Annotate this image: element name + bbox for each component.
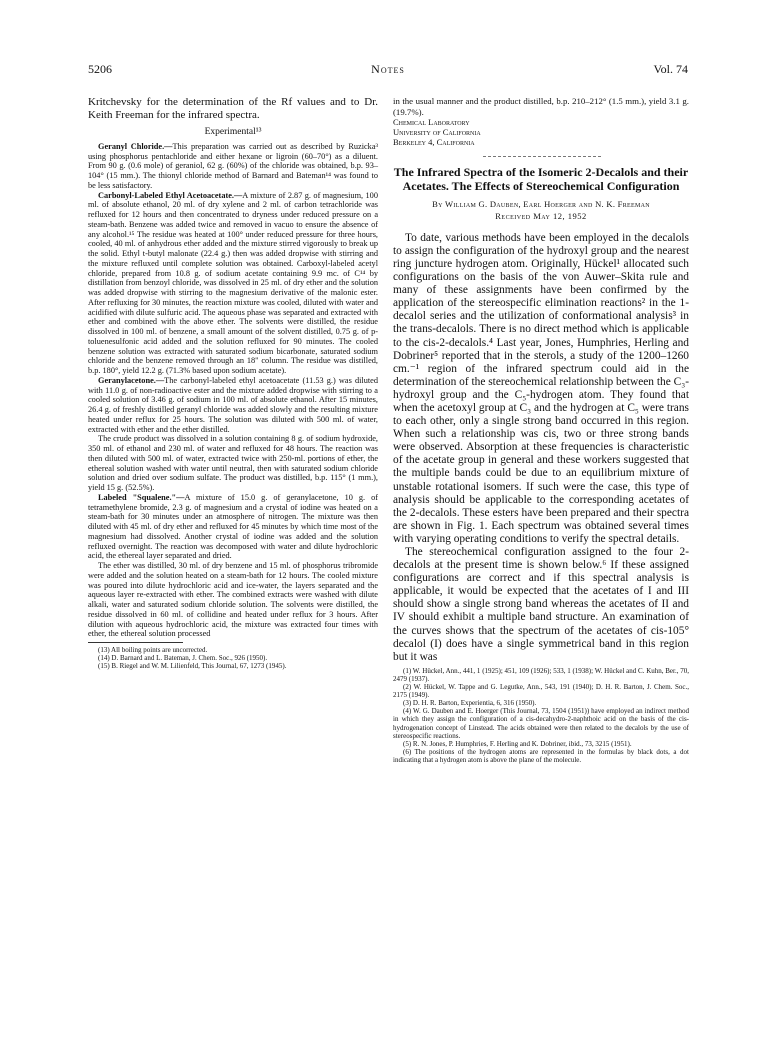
article-title: The Infrared Spectra of the Isomeric 2-Decalols and their Acetates. The Effects of Stereochemical Configuration: [393, 165, 689, 193]
page-number: 5206: [88, 62, 112, 76]
paragraph: [88, 191, 378, 376]
continuation-text: in the usual manner and the product distilled, b.p. 210–212° (1.5 mm.), yield 3.1 g. (19.7%).: [393, 96, 689, 117]
intro-text: Kritchevsky for the determination of the Rf values and to Dr. Keith Freeman for the infrared spectra.: [88, 96, 378, 121]
run-in-title: Labeled "Squalene."—: [98, 492, 185, 502]
paragraph: [88, 434, 378, 493]
paragraph-text: A mixture of 2.87 g. of magnesium, 100 ml. of absolute ethanol, 20 ml. of dry xylene and 2 ml. of carbon tetrachloride was refluxed for 12 hours and then concentrated to dryness under reduced pressure on a steam-bath. Benzene was added twice and removed in vacuo to ensure the absence of any alcohol.¹⁵ The residue was heated at 100° under reduced pressure for three hours, cooled, 40 ml. of anhydrous ether added and the mixture stirred vigorously to break up the solid. Ethyl t-butyl malonate (22.4 g.) then was added dropwise with stirring and the mixture refluxed until complete solution was obtained. Carboxyl-labeled acetyl chloride, prepared from 10.8 g. of sodium acetate containing 9.9 mc. of C¹⁴ by distillation from benzoyl chloride, was dissolved in 25 ml. of dry ether and the solution was added dropwise with stirring to the magnesium derivative of the malonic ester. After refluxing for 30 minutes, the reaction mixture was cooled, diluted with water and acidified with dilute sulfuric acid. The aqueous phase was separated and extracted with ether and combined with the above ether. The solvents were distilled, the residue dissolved in 100 ml. of benzene, a small amount of the solvent distilled, 0.75 g. of p-toluenesulfonic acid added and the solution refluxed for 90 minutes. The cooled benzene solution was extracted with saturated sodium bicarbonate, saturated sodium chloride and the benzene removed through an 18" column. The residue was distilled, b.p. 180°, yield 12.2 g. (71.3% based upon sodium acetate).: [88, 190, 378, 375]
article-authors: By William G. Dauben, Earl Hoerger and N. K. Freeman: [432, 199, 650, 209]
lab-line: Chemical Laboratory: [393, 117, 470, 127]
paragraph-text: This preparation was carried out as described by Ruzicka³ using phosphorus pentachloride and either hexane or ligroin (60–70°) as a diluent. From 90 g. (0.6 mole) of geraniol, 62 g. (60%) of the chloride was obtained, b.p. 93–104° (15 mm.). The thionyl chloride method of Barnard and Bateman¹⁴ was found to be less satisfactory.: [88, 141, 379, 190]
footnote-divider: [88, 642, 183, 643]
footnote: (4) W. G. Dauben and E. Hoerger (This Journal, 73, 1504 (1951)) have employed an indirect method in which they assign the configuration of a cis-decahydro-2-naphthoic acid on the basis of the cis-hydrogenation concept of Linstead. The acids obtained were then related to the decalols by the use of stereospecific reactions.: [393, 707, 689, 740]
footnote: (13) All boiling points are uncorrected.: [98, 646, 208, 654]
paragraph-text: The ether was distilled, 30 ml. of dry benzene and 15 ml. of phosphorus tribromide were added and the solution heated on a steam-bath for 12 hours. The cooled mixture was poured into dilute hydrochloric acid and ice-water, the layers separated and the aqueous layer re-extracted with ether. The combined extracts were washed with dilute alkali, water and saturated sodium chloride solution. The solvents were distilled, the residue dissolved in 60 ml. of collidine and heated under reflux for 3 hours. After dilution with aqueous hydrochloric acid, the mixture was extracted four times with ether, the ethereal solution processed: [88, 561, 378, 639]
paragraph: [88, 376, 378, 435]
footnotes: [393, 667, 689, 764]
paragraph-text: The carbonyl-labeled ethyl acetoacetate (11.53 g.) was diluted with 11.0 g. of non-radioactive ester and the mixture added dropwise with stirring to a cooled solution of 3.46 g. of sodium in 100 ml. of absolute ethanol. After 15 minutes, 26.4 g. of freshly distilled geranyl chloride was added slowly and the resulting mixture heated under reflux for 25 hours. The solution was diluted with 500 ml. of water, extracted with ether and the ether distilled.: [88, 375, 378, 434]
paragraph: To date, various methods have been employed in the decalols to assign the configuration of the hydroxyl group and the nearest ring juncture hydrogen atom. Originally, Hückel¹ allocated such configurations on the basis of the von Auwer–Skita rule and many of these assignments have been confirmed by the application of the stereospecific elimination reactions² in the 1-decalol series and the utilization of conformational analysis³ in the trans-decalols. There is no direct method which is applicable to the cis-2-decalols.⁴ Last year, Jones, Humphries, Herling and Dobriner⁵ reported that in the sterols, a study of the 1200–1260 cm.⁻¹ region of the infrared spectrum could aid in the determination of the stereochemical relationship between the C₃-hydroxyl group and the C₅-hydrogen atom. They found that when the acetoxyl group at C₃ and the hydrogen at C₅ were trans to each other, only a single strong band occurred in this region. When such a relationship was cis, two or three strong bands were observed. Absorption at these frequencies is characteristic of the acetate group in general and these workers suggested that the multiple bands could be due to an equilibrium mixture of unstable rotational isomers. If such were the case, this type of analysis should be applicable to the corresponding acetates of the 2-decalols. These esters have been prepared and their spectra are shown in Fig. 1. Each spectrum was obtained several times with varying operating conditions to verify the spectral details.: [393, 231, 689, 545]
experimental-heading: Experimental¹³: [204, 127, 262, 137]
previous-note-end: [393, 96, 689, 147]
footnote: (1) W. Hückel, Ann., 441, 1 (1925); 451, 109 (1926); 533, 1 (1938); W. Hückel and C. Kuhn, Ber., 70, 2479 (1937).: [393, 666, 689, 683]
footnote: (2) W. Hückel, W. Tappe and G. Legutke, Ann., 543, 191 (1940); D. H. R. Barton, J. Chem. Soc., 2175 (1949).: [393, 683, 689, 700]
footnote: (5) R. N. Jones, P. Humphries, F. Herling and K. Dobriner, ibid., 73, 3215 (1951).: [403, 739, 632, 748]
volume-label: Vol. 74: [653, 62, 688, 76]
footnote: (14) D. Barnard and L. Bateman, J. Chem. Soc., 926 (1950).: [98, 654, 268, 662]
left-column: [88, 96, 378, 670]
footnote: (6) The positions of the hydrogen atoms are represented in the formulas by black dots, a dot indicating that a hydrogen atom is above the plane of the molecule.: [393, 747, 689, 764]
lab-address: [393, 117, 689, 147]
lab-line: Berkeley 4, California: [393, 137, 475, 147]
paragraph: The stereochemical configuration assigned to the four 2-decalols at the present time is shown below.⁶ If these assigned configurations are correct and if this spectral analysis is applicable, it would be expected that the acetates of I and III should show a single strong band whereas the acetates of II and IV should exhibit a multiple band structure. An examination of the curves shows that the spectrum of the acetates of cis-105° decalol (I) does have a single symmetrical band in this region but it was: [393, 546, 689, 663]
paragraph: [88, 561, 378, 639]
footnote: (15) B. Riegel and W. M. Lilienfeld, This Journal, 67, 1273 (1945).: [98, 662, 287, 670]
paragraph-text: A mixture of 15.0 g. of geranylacetone, 10 g. of tetramethylene bromide, 2.3 g. of magnesium and a crystal of iodine was heated on a steam-bath for 30 minutes under an atmosphere of nitrogen. The mixture was then diluted with 45 ml. of dry ether and refluxed for 45 minutes by which time most of the magnesium had dissolved. Another crystal of iodine was added and the solution refluxed overnight. The reaction was decomposed with water and dilute hydrochloric acid, the ethereal layer separated and dried.: [88, 492, 378, 561]
run-in-title: Geranylacetone.—: [98, 375, 165, 385]
footnote: (3) D. H. R. Barton, Experientia, 6, 316 (1950).: [403, 699, 537, 708]
paragraph: [88, 493, 378, 561]
run-in-title: Geranyl Chloride.—: [98, 141, 173, 151]
right-column: [393, 96, 689, 764]
running-title: Notes: [371, 62, 405, 76]
lab-line: University of California: [393, 127, 481, 137]
article-body: [393, 232, 689, 664]
paragraph: [88, 142, 378, 191]
run-in-title: Carbonyl-Labeled Ethyl Acetoacetate.—: [98, 190, 243, 200]
received-date: Received May 12, 1952: [495, 211, 587, 221]
note-separator: [483, 156, 601, 157]
paragraph-text: The crude product was dissolved in a solution containing 8 g. of sodium hydroxide, 350 ml. of ethanol and 230 ml. of water and refluxed for 48 hours. The reaction was then diluted with 500 ml. of water, extracted twice with 250-ml. portions of ether, the ethereal solution washed with water until neutral, then with saturated sodium chloride solution and dried over sodium sulfate. The product was distilled, b.p. 115° (1 mm.), yield 15 g. (52.5%).: [88, 434, 378, 492]
page-header: [88, 62, 688, 78]
